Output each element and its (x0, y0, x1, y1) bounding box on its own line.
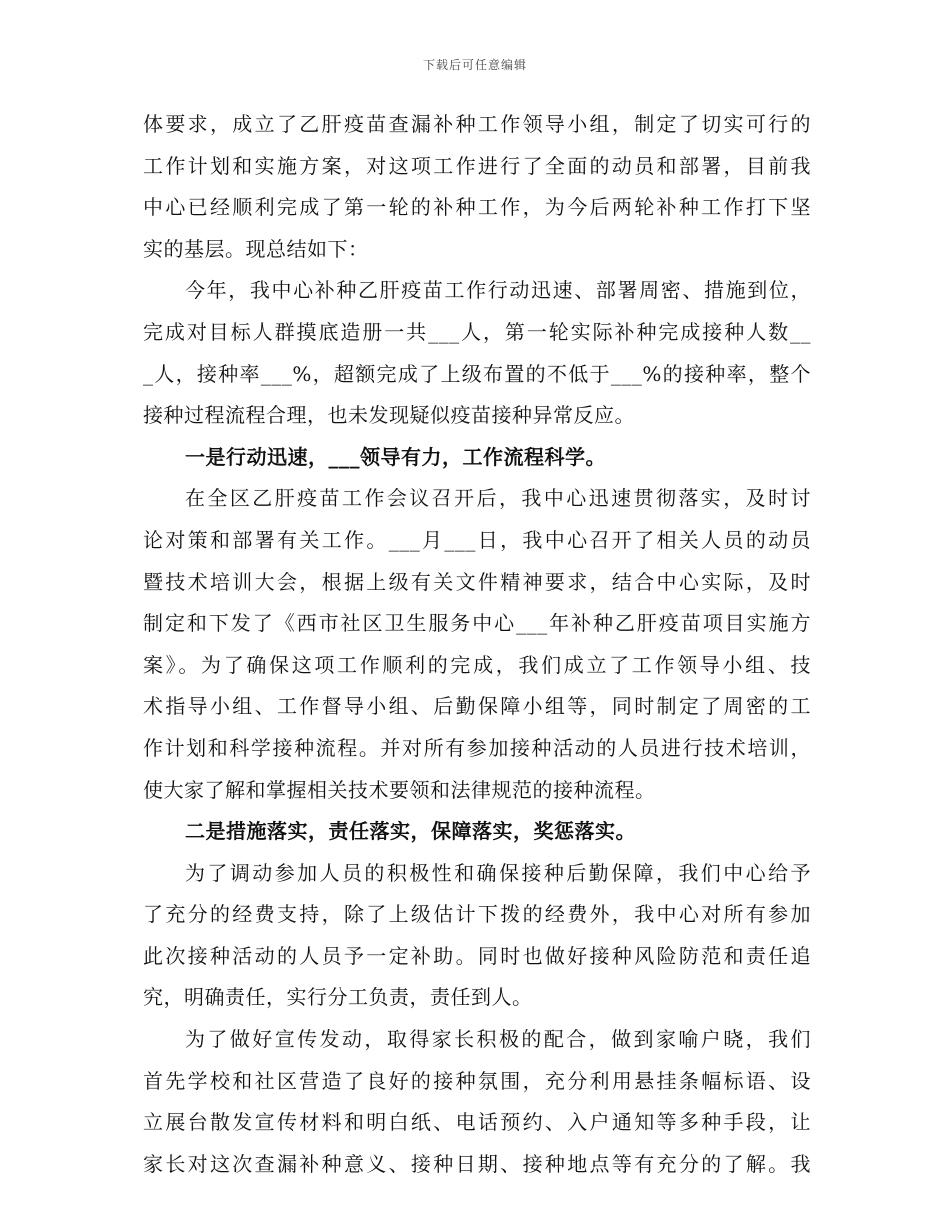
paragraph-line: 体要求，成立了乙肝疫苗查漏补种工作领导小组，制定了切实可行的 (143, 112, 811, 136)
paragraph-line: 工作计划和实施方案，对这项工作进行了全面的动员和部署，目前我 (143, 153, 811, 178)
section-heading-line: 二是措施落实，责任落实，保障落实，奖惩落实。 (185, 819, 636, 844)
paragraph-line: 接种过程流程合理，也未发现疑似疫苗接种异常反应。 (143, 403, 635, 428)
paragraph-line: 在全区乙肝疫苗工作会议召开后，我中心迅速贯彻落实，及时讨 (185, 486, 811, 511)
paragraph-line: 中心已经顺利完成了第一轮的补种工作，为今后两轮补种工作打下坚 (143, 195, 811, 220)
paragraph-line: 了充分的经费支持，除了上级估计下拨的经费外，我中心对所有参加 (143, 902, 811, 927)
paragraph-line: 立展台散发宣传材料和明白纸、电话预约、入户通知等多种手段，让 (143, 1110, 811, 1135)
paragraph-line: _人，接种率___%，超额完成了上级布置的不低于___%的接种率，整个 (143, 361, 811, 386)
paragraph-line: 究，明确责任，实行分工负责，责任到人。 (143, 985, 533, 1010)
document-body (143, 104, 811, 1185)
paragraph-line: 完成对目标人群摸底造册一共___人，第一轮实际补种完成接种人数__ (143, 319, 811, 344)
paragraph-line: 首先学校和社区营造了良好的接种氛围，充分利用悬挂条幅标语、设 (143, 1068, 811, 1093)
paragraph-line: 使大家了解和掌握相关技术要领和法律规范的接种流程。 (143, 777, 656, 802)
paragraph-line: 实的基层。现总结如下： (143, 236, 369, 261)
paragraph-line: 今年，我中心补种乙肝疫苗工作行动迅速、部署周密、措施到位， (185, 278, 811, 303)
section-heading-line: 一是行动迅速，___领导有力，工作流程科学。 (185, 444, 606, 469)
paragraph-line: 作计划和科学接种流程。并对所有参加接种活动的人员进行技术培训， (143, 735, 811, 760)
paragraph-line: 此次接种活动的人员予一定补助。同时也做好接种风险防范和责任追 (143, 943, 811, 968)
paragraph-line: 论对策和部署有关工作。___月___日，我中心召开了相关人员的动员 (143, 527, 811, 552)
paragraph-line: 案》。为了确保这项工作顺利的完成，我们成立了工作领导小组、技 (143, 652, 811, 677)
page-header: 下载后可任意编辑 (422, 58, 527, 72)
paragraph-line: 为了做好宣传发动，取得家长积极的配合，做到家喻户晓，我们 (185, 1027, 811, 1052)
paragraph-line: 家长对这次查漏补种意义、接种日期、接种地点等有充分的了解。我 (143, 1151, 811, 1176)
paragraph-line: 暨技术培训大会，根据上级有关文件精神要求，结合中心实际，及时 (143, 569, 811, 594)
paragraph-line: 为了调动参加人员的积极性和确保接种后勤保障，我们中心给予 (185, 860, 811, 885)
paragraph-line: 术指导小组、工作督导小组、后勤保障小组等，同时制定了周密的工 (143, 694, 811, 719)
paragraph-line: 制定和下发了《西市社区卫生服务中心___年补种乙肝疫苗项目实施方 (143, 611, 811, 636)
